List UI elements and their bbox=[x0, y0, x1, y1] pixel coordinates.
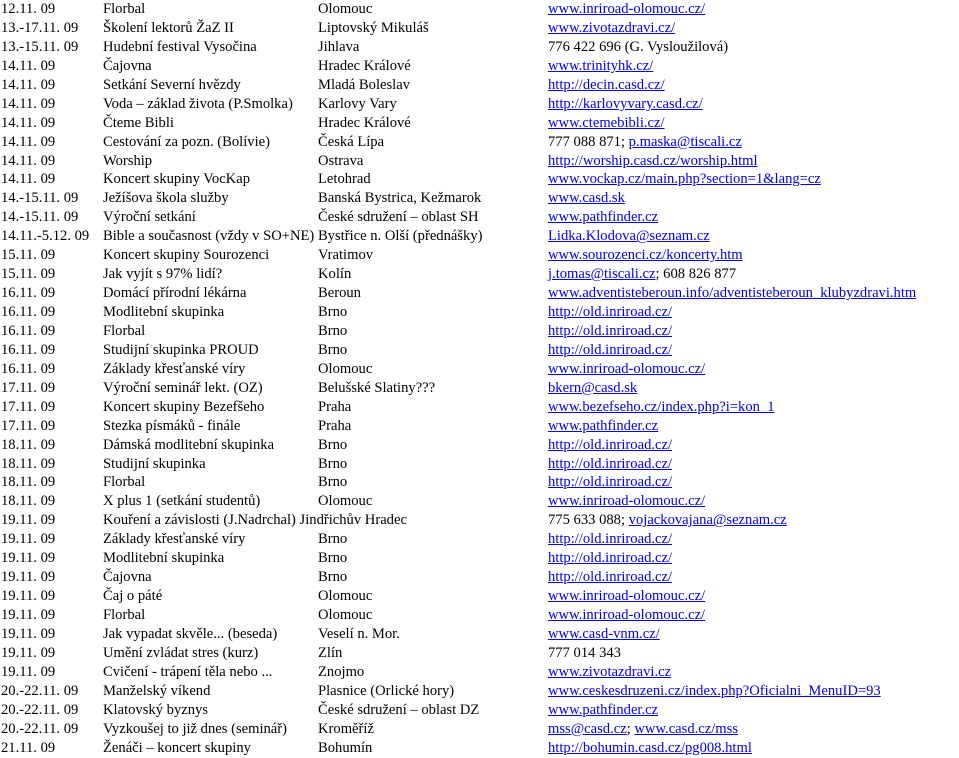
event-date: 14.11. 09 bbox=[1, 57, 56, 74]
event-place: Kolín bbox=[318, 266, 352, 283]
contact-link[interactable]: http://old.inriroad.cz/ bbox=[548, 531, 673, 548]
event-contact bbox=[548, 322, 672, 341]
event-row bbox=[0, 511, 959, 530]
event-contact bbox=[548, 473, 672, 492]
event-date: 16.11. 09 bbox=[1, 304, 56, 320]
event-contact bbox=[548, 95, 703, 114]
event-row bbox=[0, 57, 959, 76]
contact-link[interactable]: http://old.inriroad.cz/ bbox=[548, 550, 673, 567]
event-date: 19.11. 09 bbox=[1, 663, 56, 680]
event-contact bbox=[548, 606, 705, 625]
contact-link[interactable]: http://bohumin.casd.cz/pg008.html bbox=[548, 739, 752, 756]
event-row bbox=[0, 739, 959, 758]
event-row bbox=[0, 455, 959, 474]
event-date: 16.11. 09 bbox=[1, 285, 56, 302]
contact-link[interactable]: www.casd.sk bbox=[548, 190, 625, 207]
event-row bbox=[0, 492, 959, 511]
event-date: 19.11. 09 bbox=[1, 607, 56, 623]
contact-link[interactable]: www.bezefseho.cz/index.php?i=kon_1 bbox=[548, 398, 775, 415]
event-place: Olomouc bbox=[318, 1, 373, 17]
event-row bbox=[0, 170, 959, 189]
event-place: Mladá Boleslav bbox=[318, 76, 411, 93]
event-title: X plus 1 (setkání studentů) bbox=[103, 493, 261, 510]
event-title: Čajovna bbox=[103, 569, 152, 586]
event-place: Hradec Králové bbox=[318, 114, 411, 131]
event-row bbox=[0, 644, 959, 663]
event-place: Liptovský Mikuláš bbox=[318, 19, 429, 36]
event-contact bbox=[548, 341, 672, 360]
event-title: Cestování za pozn. (Bolívie) bbox=[103, 133, 270, 150]
contact-link[interactable]: http://karlovyvary.casd.cz/ bbox=[548, 95, 703, 112]
event-place: Belušské Slatiny??? bbox=[318, 379, 436, 396]
event-row bbox=[0, 379, 959, 398]
event-row bbox=[0, 417, 959, 436]
contact-link[interactable]: www.inriroad-olomouc.cz/ bbox=[548, 360, 706, 377]
event-row bbox=[0, 663, 959, 682]
event-contact bbox=[548, 303, 672, 322]
event-title: Florbal bbox=[103, 607, 146, 623]
event-title: Koncert skupiny Sourozenci bbox=[103, 247, 270, 264]
event-contact bbox=[548, 57, 653, 76]
contact-link[interactable]: mss@casd.cz bbox=[548, 720, 627, 737]
event-date: 19.11. 09 bbox=[1, 512, 56, 529]
contact-text: 776 422 696 (G. Vysloužilová) bbox=[548, 38, 729, 55]
event-title: Vyzkoušej to již dnes (seminář) bbox=[103, 720, 287, 737]
event-title: Stezka písmáků - finále bbox=[103, 417, 241, 434]
event-row bbox=[0, 227, 959, 246]
event-contact bbox=[548, 170, 821, 189]
event-title: Modlitební skupinka bbox=[103, 550, 225, 567]
event-contact bbox=[548, 398, 775, 417]
contact-link[interactable]: www.ctemebibli.cz/ bbox=[548, 114, 665, 131]
event-place: Jihlava bbox=[318, 38, 360, 55]
event-row bbox=[0, 436, 959, 455]
event-contact bbox=[548, 114, 665, 133]
event-row bbox=[0, 341, 959, 360]
event-contact bbox=[548, 0, 705, 19]
event-contact bbox=[548, 739, 752, 758]
event-row bbox=[0, 208, 959, 227]
event-date: 19.11. 09 bbox=[1, 550, 56, 567]
event-place: Česká Lípa bbox=[318, 133, 385, 150]
event-date: 14.11. 09 bbox=[1, 171, 56, 188]
event-contact bbox=[548, 133, 742, 152]
event-title: Jak vyjít s 97% lidí? bbox=[103, 266, 223, 283]
event-place: Veselí n. Mor. bbox=[318, 625, 400, 642]
event-contact bbox=[548, 246, 743, 265]
contact-link[interactable]: www.inriroad-olomouc.cz/ bbox=[548, 1, 706, 17]
event-date: 14.11. 09 bbox=[1, 152, 56, 169]
event-row bbox=[0, 76, 959, 95]
event-contact bbox=[548, 492, 705, 511]
contact-link[interactable]: www.zivotazdravi.cz bbox=[548, 663, 672, 680]
contact-link[interactable]: http://worship.casd.cz/worship.html bbox=[548, 152, 758, 169]
event-title: Koncert skupiny Bezefšeho bbox=[103, 398, 265, 415]
event-date: 16.11. 09 bbox=[1, 360, 56, 377]
event-date: 14.11. 09 bbox=[1, 114, 56, 131]
event-place: Kroměříž bbox=[318, 720, 374, 737]
contact-link[interactable]: www.pathfinder.cz bbox=[548, 209, 659, 226]
event-date: 19.11. 09 bbox=[1, 588, 56, 605]
event-row bbox=[0, 568, 959, 587]
event-title: Manželský víkend bbox=[103, 682, 211, 699]
contact-link[interactable]: http://old.inriroad.cz/ bbox=[548, 569, 673, 586]
event-row bbox=[0, 720, 959, 739]
event-date: 12.11. 09 bbox=[1, 1, 56, 17]
event-place: Olomouc bbox=[318, 588, 373, 605]
event-contact bbox=[548, 189, 625, 208]
event-contact bbox=[548, 530, 672, 549]
event-title: Florbal bbox=[103, 322, 146, 339]
contact-link[interactable]: www.adventisteberoun.info/adventisteberoun_klubyzdravi.htm bbox=[548, 285, 917, 302]
contact-text: 775 633 088; bbox=[548, 512, 629, 529]
event-date: 14.11. 09 bbox=[1, 95, 56, 112]
event-contact bbox=[548, 720, 738, 739]
contact-link[interactable]: www.sourozenci.cz/koncerty.htm bbox=[548, 247, 743, 264]
event-row bbox=[0, 38, 959, 57]
event-contact bbox=[548, 663, 671, 682]
event-row bbox=[0, 701, 959, 720]
event-row bbox=[0, 0, 959, 19]
contact-link[interactable]: j.tomas@tiscali.cz bbox=[548, 266, 656, 283]
event-title: Základy křesťanské víry bbox=[103, 531, 246, 548]
event-date: 17.11. 09 bbox=[1, 398, 56, 415]
event-row bbox=[0, 303, 959, 322]
event-date: 17.11. 09 bbox=[1, 379, 56, 396]
event-row bbox=[0, 265, 959, 284]
event-contact bbox=[548, 227, 710, 246]
event-place: Praha bbox=[318, 398, 352, 415]
event-place: České sdružení – oblast SH bbox=[318, 209, 479, 226]
event-title: Bible a současnost (vždy v SO+NE) Bystřice n. Olší (přednášky) bbox=[103, 228, 483, 245]
event-row bbox=[0, 189, 959, 208]
event-place: Brno bbox=[318, 436, 348, 453]
event-title: Studijní skupinka bbox=[103, 455, 206, 472]
contact-link[interactable]: www.zivotazdravi.cz/ bbox=[548, 19, 676, 36]
event-title: Ženáči – koncert skupiny bbox=[103, 739, 251, 756]
event-place: Znojmo bbox=[318, 663, 365, 680]
event-title: Studijní skupinka PROUD bbox=[103, 341, 259, 358]
contact-link[interactable]: http://old.inriroad.cz/ bbox=[548, 474, 673, 491]
contact-link[interactable]: www.pathfinder.cz bbox=[548, 417, 659, 434]
event-date: 13.-15.11. 09 bbox=[1, 38, 79, 55]
event-place: Brno bbox=[318, 531, 348, 548]
event-title: Florbal bbox=[103, 474, 146, 491]
event-row bbox=[0, 152, 959, 171]
event-date: 19.11. 09 bbox=[1, 625, 56, 642]
event-place: České sdružení – oblast DZ bbox=[318, 701, 480, 718]
event-contact bbox=[548, 208, 658, 227]
event-contact bbox=[548, 417, 658, 436]
event-place: Brno bbox=[318, 550, 348, 567]
contact-link[interactable]: http://old.inriroad.cz/ bbox=[548, 455, 673, 472]
event-contact bbox=[548, 549, 672, 568]
event-title: Výroční seminář lekt. (OZ) bbox=[103, 379, 263, 396]
event-date: 19.11. 09 bbox=[1, 644, 56, 661]
event-row bbox=[0, 606, 959, 625]
event-contact bbox=[548, 379, 637, 398]
contact-link[interactable]: http://old.inriroad.cz/ bbox=[548, 436, 673, 453]
event-date: 20.-22.11. 09 bbox=[1, 682, 79, 699]
event-date: 20.-22.11. 09 bbox=[1, 701, 79, 718]
contact-link[interactable]: bkern@casd.sk bbox=[548, 379, 638, 396]
contact-text: ; bbox=[626, 720, 635, 737]
event-date: 18.11. 09 bbox=[1, 455, 56, 472]
contact-link[interactable]: www.inriroad-olomouc.cz/ bbox=[548, 607, 706, 623]
event-place: Brno bbox=[318, 322, 348, 339]
event-place: Brno bbox=[318, 569, 348, 586]
event-title: Cvičení - trápení těla nebo ... bbox=[103, 663, 273, 680]
event-title: Hudební festival Vysočina bbox=[103, 38, 257, 55]
event-row bbox=[0, 473, 959, 492]
event-place: Brno bbox=[318, 341, 348, 358]
event-date: 18.11. 09 bbox=[1, 474, 56, 491]
contact-link[interactable]: p.maska@tiscali.cz bbox=[628, 133, 742, 150]
event-contact bbox=[548, 701, 658, 720]
event-contact bbox=[548, 284, 916, 303]
event-row bbox=[0, 360, 959, 379]
contact-link[interactable]: www.trinityhk.cz/ bbox=[548, 57, 654, 74]
event-title: Modlitební skupinka bbox=[103, 304, 225, 320]
event-date: 19.11. 09 bbox=[1, 531, 56, 548]
event-place: Brno bbox=[318, 474, 348, 491]
contact-text: ; 608 826 877 bbox=[655, 266, 737, 283]
event-row bbox=[0, 682, 959, 701]
event-contact bbox=[548, 265, 736, 284]
event-row bbox=[0, 322, 959, 341]
event-date: 16.11. 09 bbox=[1, 341, 56, 358]
event-place: Karlovy Vary bbox=[318, 95, 397, 112]
event-title: Čteme Bibli bbox=[103, 114, 174, 131]
event-title: Dámská modlitební skupinka bbox=[103, 436, 275, 453]
event-place: Praha bbox=[318, 417, 352, 434]
event-date: 18.11. 09 bbox=[1, 493, 56, 510]
contact-link[interactable]: http://old.inriroad.cz/ bbox=[548, 341, 673, 358]
contact-link[interactable]: http://old.inriroad.cz/ bbox=[548, 304, 673, 320]
contact-link[interactable]: www.vockap.cz/main.php?section=1&lang=cz bbox=[548, 171, 821, 188]
event-contact bbox=[548, 76, 665, 95]
event-place: Olomouc bbox=[318, 493, 373, 510]
event-title: Setkání Severní hvězdy bbox=[103, 76, 241, 93]
event-row bbox=[0, 95, 959, 114]
event-contact bbox=[548, 436, 672, 455]
event-title: Školení lektorů ŽaZ II bbox=[103, 19, 234, 36]
event-date: 14.11. 09 bbox=[1, 76, 56, 93]
contact-link[interactable]: www.casd-vnm.cz/ bbox=[548, 625, 660, 642]
event-contact bbox=[548, 568, 672, 587]
event-place: Bohumín bbox=[318, 739, 373, 756]
event-title: Ježíšova škola služby bbox=[103, 190, 229, 207]
event-row bbox=[0, 284, 959, 303]
event-row bbox=[0, 625, 959, 644]
event-date: 19.11. 09 bbox=[1, 569, 56, 586]
event-date: 17.11. 09 bbox=[1, 417, 56, 434]
event-place: Beroun bbox=[318, 285, 361, 302]
event-date: 14.11. 09 bbox=[1, 133, 56, 150]
event-date: 21.11. 09 bbox=[1, 739, 56, 756]
event-contact bbox=[548, 625, 660, 644]
event-contact bbox=[548, 682, 881, 701]
event-date: 20.-22.11. 09 bbox=[1, 720, 79, 737]
event-place: Ostrava bbox=[318, 152, 364, 169]
event-place: Plasnice (Orlické hory) bbox=[318, 682, 455, 699]
event-date: 15.11. 09 bbox=[1, 266, 56, 283]
event-row bbox=[0, 587, 959, 606]
event-row bbox=[0, 114, 959, 133]
contact-link[interactable]: www.ceskesdruzeni.cz/index.php?Oficialni_MenuID=93 bbox=[548, 682, 881, 699]
event-place: Banská Bystrica, Kežmarok bbox=[318, 190, 482, 207]
event-row bbox=[0, 549, 959, 568]
contact-link[interactable]: Lidka.Klodova@seznam.cz bbox=[548, 228, 710, 245]
event-title: Domácí přírodní lékárna bbox=[103, 285, 247, 302]
event-contact bbox=[548, 19, 675, 38]
event-row bbox=[0, 398, 959, 417]
event-title: Čajovna bbox=[103, 57, 152, 74]
event-title: Klatovský byznys bbox=[103, 701, 208, 718]
event-row bbox=[0, 530, 959, 549]
event-contact bbox=[548, 587, 705, 606]
event-title: Čaj o páté bbox=[103, 588, 163, 605]
event-place: Brno bbox=[318, 304, 348, 320]
event-title: Kouření a závislosti (J.Nadrchal) Jindřichův Hradec bbox=[103, 512, 407, 529]
event-place: Brno bbox=[318, 455, 348, 472]
event-contact bbox=[548, 152, 758, 171]
event-place: Olomouc bbox=[318, 360, 373, 377]
event-title: Worship bbox=[103, 152, 153, 169]
contact-link[interactable]: vojackovajana@seznam.cz bbox=[628, 512, 787, 529]
event-date: 16.11. 09 bbox=[1, 322, 56, 339]
contact-link[interactable]: www.inriroad-olomouc.cz/ bbox=[548, 493, 706, 510]
event-title: Základy křesťanské víry bbox=[103, 360, 246, 377]
event-date: 15.11. 09 bbox=[1, 247, 56, 264]
event-place: Vratimov bbox=[318, 247, 374, 264]
event-contact bbox=[548, 38, 728, 57]
event-place: Letohrad bbox=[318, 171, 371, 188]
contact-link[interactable]: http://old.inriroad.cz/ bbox=[548, 322, 673, 339]
contact-link[interactable]: www.pathfinder.cz bbox=[548, 701, 659, 718]
event-place: Hradec Králové bbox=[318, 57, 411, 74]
event-title: Koncert skupiny VocKap bbox=[103, 171, 250, 188]
event-contact bbox=[548, 644, 621, 663]
event-title: Umění zvládat stres (kurz) bbox=[103, 644, 259, 661]
event-title: Florbal bbox=[103, 1, 146, 17]
event-contact bbox=[548, 511, 787, 530]
contact-link[interactable]: www.casd.cz/mss bbox=[634, 720, 739, 737]
event-date: 14.-15.11. 09 bbox=[1, 190, 79, 207]
event-date: 18.11. 09 bbox=[1, 436, 56, 453]
contact-link[interactable]: www.inriroad-olomouc.cz/ bbox=[548, 588, 706, 605]
event-place: Zlín bbox=[318, 644, 343, 661]
event-title: Voda – základ života (P.Smolka) bbox=[103, 95, 293, 112]
event-date: 13.-17.11. 09 bbox=[1, 19, 79, 36]
event-contact bbox=[548, 360, 705, 379]
contact-text: 777 014 343 bbox=[548, 644, 621, 661]
event-row bbox=[0, 19, 959, 38]
event-place: Olomouc bbox=[318, 607, 373, 623]
event-row bbox=[0, 246, 959, 265]
contact-link[interactable]: http://decin.casd.cz/ bbox=[548, 76, 665, 93]
contact-text: 777 088 871; bbox=[548, 133, 629, 150]
event-contact bbox=[548, 455, 672, 474]
event-title: Jak vypadat skvěle... (beseda) bbox=[103, 625, 278, 642]
event-date: 14.11.-5.12. 09 bbox=[1, 228, 90, 245]
event-date: 14.-15.11. 09 bbox=[1, 209, 79, 226]
event-row bbox=[0, 133, 959, 152]
event-title: Výroční setkání bbox=[103, 209, 196, 226]
